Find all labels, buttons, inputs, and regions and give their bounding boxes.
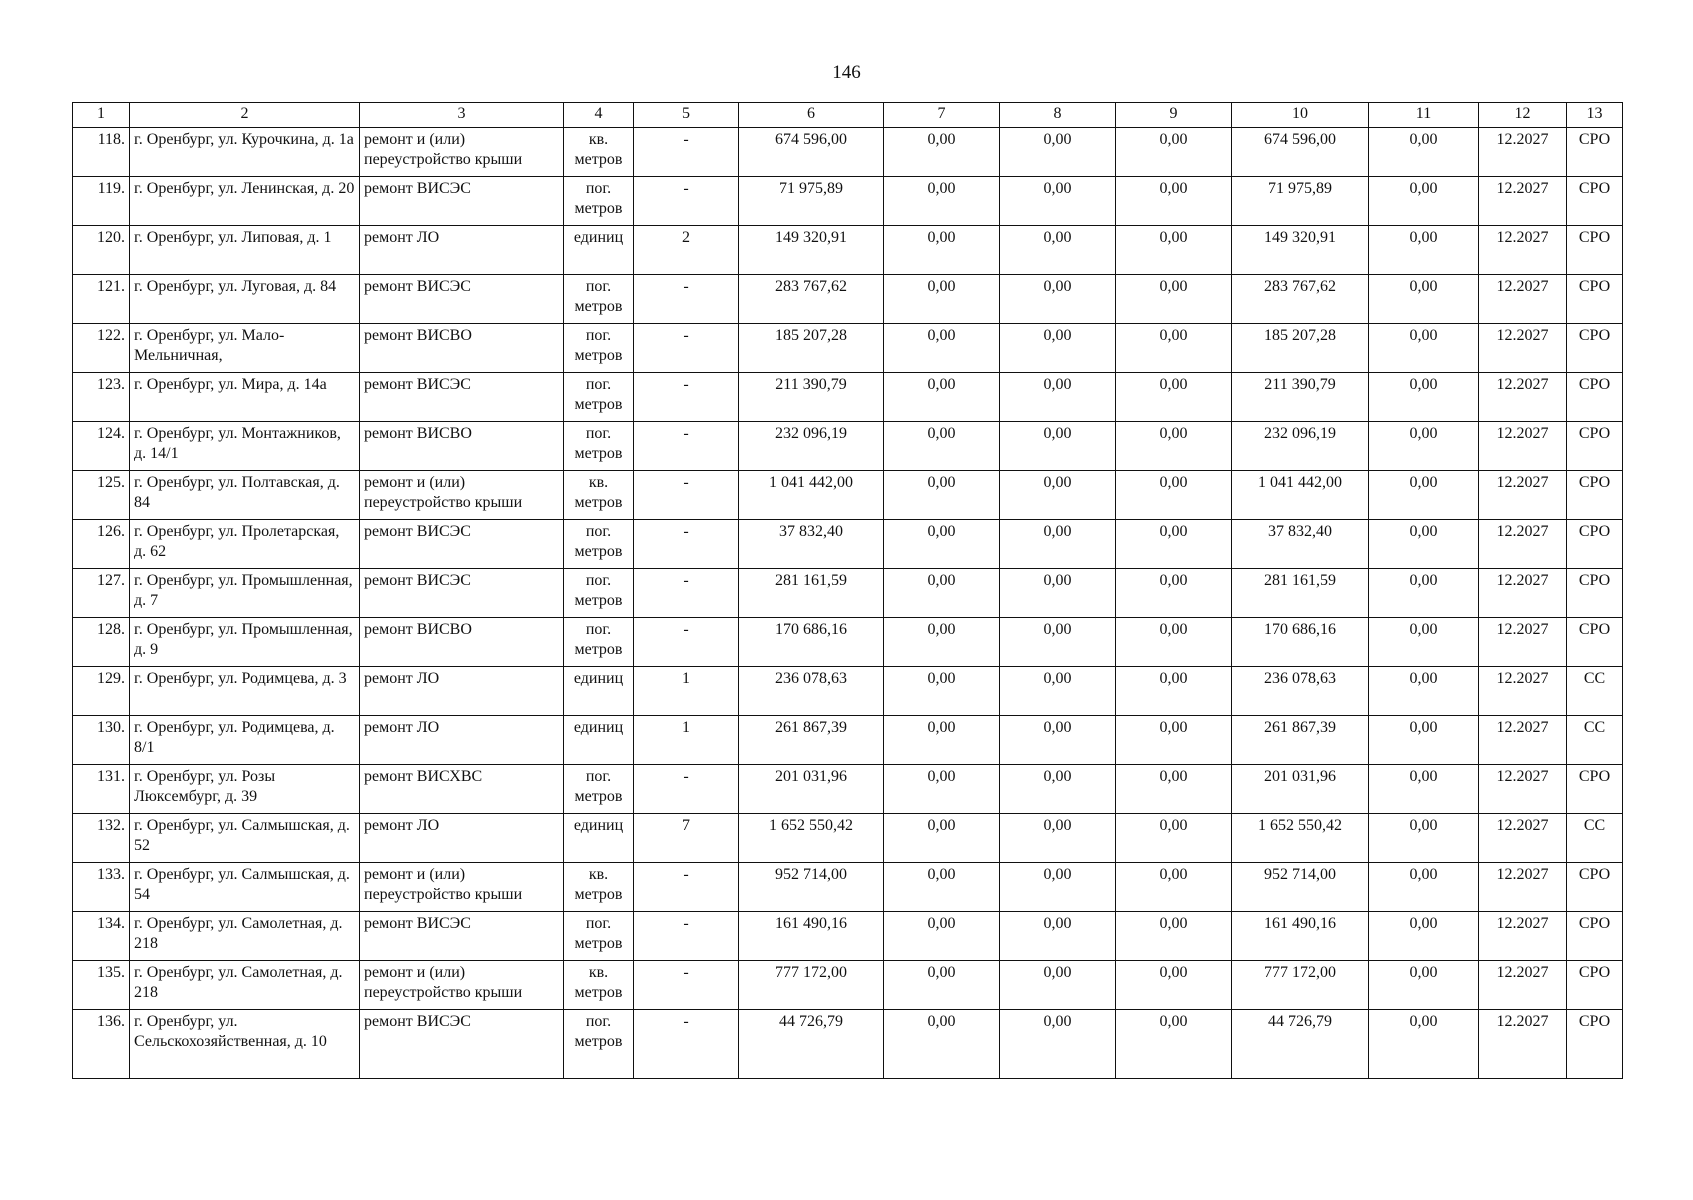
column-7-cell: 0,00 — [884, 128, 1000, 177]
address-cell: г. Оренбург, ул. Салмышская, д. 52 — [130, 814, 360, 863]
quantity-cell: - — [634, 471, 739, 520]
column-10-cell: 283 767,62 — [1232, 275, 1369, 324]
column-header-8: 8 — [1000, 103, 1116, 128]
column-9-cell: 0,00 — [1116, 177, 1232, 226]
column-10-cell: 674 596,00 — [1232, 128, 1369, 177]
completion-date-cell: 12.2027 — [1479, 275, 1567, 324]
column-7-cell: 0,00 — [884, 716, 1000, 765]
column-header-5: 5 — [634, 103, 739, 128]
row-number: 125. — [73, 471, 130, 520]
row-number: 121. — [73, 275, 130, 324]
funding-method-cell: СРО — [1567, 618, 1623, 667]
column-10-cell: 952 714,00 — [1232, 863, 1369, 912]
total-cost-cell: 185 207,28 — [739, 324, 884, 373]
work-type-cell: ремонт ВИСЭС — [360, 177, 564, 226]
column-10-cell: 201 031,96 — [1232, 765, 1369, 814]
row-number: 127. — [73, 569, 130, 618]
column-10-cell: 232 096,19 — [1232, 422, 1369, 471]
table-row — [73, 422, 1623, 471]
table-row — [73, 765, 1623, 814]
table-row — [73, 667, 1623, 716]
column-8-cell: 0,00 — [1000, 912, 1116, 961]
quantity-cell: - — [634, 1010, 739, 1079]
quantity-cell: - — [634, 177, 739, 226]
total-cost-cell: 1 041 442,00 — [739, 471, 884, 520]
row-number: 134. — [73, 912, 130, 961]
column-header-4: 4 — [564, 103, 634, 128]
column-11-cell: 0,00 — [1369, 716, 1479, 765]
column-9-cell: 0,00 — [1116, 471, 1232, 520]
column-8-cell: 0,00 — [1000, 1010, 1116, 1079]
work-type-cell: ремонт ВИСЭС — [360, 520, 564, 569]
column-7-cell: 0,00 — [884, 471, 1000, 520]
table-row — [73, 226, 1623, 275]
work-type-cell: ремонт ЛО — [360, 814, 564, 863]
row-number: 124. — [73, 422, 130, 471]
column-10-cell: 236 078,63 — [1232, 667, 1369, 716]
column-9-cell: 0,00 — [1116, 226, 1232, 275]
row-number: 120. — [73, 226, 130, 275]
unit-cell: пог. метров — [564, 1010, 634, 1079]
funding-method-cell: СРО — [1567, 520, 1623, 569]
work-type-cell: ремонт ВИСЭС — [360, 569, 564, 618]
address-cell: г. Оренбург, ул. Луговая, д. 84 — [130, 275, 360, 324]
completion-date-cell: 12.2027 — [1479, 422, 1567, 471]
completion-date-cell: 12.2027 — [1479, 324, 1567, 373]
funding-method-cell: СРО — [1567, 471, 1623, 520]
column-7-cell: 0,00 — [884, 618, 1000, 667]
quantity-cell: 7 — [634, 814, 739, 863]
work-type-cell: ремонт ВИСЭС — [360, 1010, 564, 1079]
column-11-cell: 0,00 — [1369, 912, 1479, 961]
column-11-cell: 0,00 — [1369, 422, 1479, 471]
quantity-cell: - — [634, 961, 739, 1010]
address-cell: г. Оренбург, ул. Монтажников, д. 14/1 — [130, 422, 360, 471]
completion-date-cell: 12.2027 — [1479, 1010, 1567, 1079]
column-11-cell: 0,00 — [1369, 324, 1479, 373]
funding-method-cell: СРО — [1567, 765, 1623, 814]
funding-method-cell: СРО — [1567, 961, 1623, 1010]
quantity-cell: 1 — [634, 716, 739, 765]
work-type-cell: ремонт и (или) переустройство крыши — [360, 863, 564, 912]
quantity-cell: - — [634, 275, 739, 324]
unit-cell: пог. метров — [564, 177, 634, 226]
completion-date-cell: 12.2027 — [1479, 373, 1567, 422]
column-7-cell: 0,00 — [884, 912, 1000, 961]
column-9-cell: 0,00 — [1116, 765, 1232, 814]
work-type-cell: ремонт ВИСВО — [360, 422, 564, 471]
funding-method-cell: СРО — [1567, 275, 1623, 324]
completion-date-cell: 12.2027 — [1479, 226, 1567, 275]
column-8-cell: 0,00 — [1000, 177, 1116, 226]
total-cost-cell: 777 172,00 — [739, 961, 884, 1010]
work-type-cell: ремонт ВИСЭС — [360, 912, 564, 961]
quantity-cell: - — [634, 569, 739, 618]
column-7-cell: 0,00 — [884, 177, 1000, 226]
column-8-cell: 0,00 — [1000, 618, 1116, 667]
work-type-cell: ремонт ЛО — [360, 667, 564, 716]
capital-repair-table — [72, 102, 1623, 1079]
column-10-cell: 777 172,00 — [1232, 961, 1369, 1010]
unit-cell: единиц — [564, 716, 634, 765]
funding-method-cell: СС — [1567, 716, 1623, 765]
row-number: 118. — [73, 128, 130, 177]
column-7-cell: 0,00 — [884, 863, 1000, 912]
address-cell: г. Оренбург, ул. Самолетная, д. 218 — [130, 912, 360, 961]
column-8-cell: 0,00 — [1000, 520, 1116, 569]
column-8-cell: 0,00 — [1000, 422, 1116, 471]
quantity-cell: - — [634, 765, 739, 814]
work-type-cell: ремонт и (или) переустройство крыши — [360, 961, 564, 1010]
column-7-cell: 0,00 — [884, 275, 1000, 324]
work-type-cell: ремонт и (или) переустройство крыши — [360, 471, 564, 520]
unit-cell: пог. метров — [564, 324, 634, 373]
table-body — [73, 128, 1623, 1079]
unit-cell: единиц — [564, 226, 634, 275]
column-11-cell: 0,00 — [1369, 520, 1479, 569]
column-8-cell: 0,00 — [1000, 275, 1116, 324]
table-row — [73, 324, 1623, 373]
completion-date-cell: 12.2027 — [1479, 961, 1567, 1010]
table-row — [73, 961, 1623, 1010]
column-7-cell: 0,00 — [884, 814, 1000, 863]
row-number: 123. — [73, 373, 130, 422]
quantity-cell: 1 — [634, 667, 739, 716]
completion-date-cell: 12.2027 — [1479, 128, 1567, 177]
column-header-7: 7 — [884, 103, 1000, 128]
total-cost-cell: 201 031,96 — [739, 765, 884, 814]
column-8-cell: 0,00 — [1000, 961, 1116, 1010]
table-row — [73, 177, 1623, 226]
column-9-cell: 0,00 — [1116, 1010, 1232, 1079]
quantity-cell: - — [634, 422, 739, 471]
column-7-cell: 0,00 — [884, 765, 1000, 814]
column-9-cell: 0,00 — [1116, 569, 1232, 618]
work-type-cell: ремонт ВИСХВС — [360, 765, 564, 814]
column-8-cell: 0,00 — [1000, 226, 1116, 275]
column-9-cell: 0,00 — [1116, 422, 1232, 471]
unit-cell: кв. метров — [564, 863, 634, 912]
column-11-cell: 0,00 — [1369, 177, 1479, 226]
column-header-13: 13 — [1567, 103, 1623, 128]
unit-cell: пог. метров — [564, 569, 634, 618]
work-type-cell: ремонт и (или) переустройство крыши — [360, 128, 564, 177]
column-10-cell: 185 207,28 — [1232, 324, 1369, 373]
column-9-cell: 0,00 — [1116, 716, 1232, 765]
address-cell: г. Оренбург, ул. Липовая, д. 1 — [130, 226, 360, 275]
unit-cell: пог. метров — [564, 618, 634, 667]
table-row — [73, 1010, 1623, 1079]
column-11-cell: 0,00 — [1369, 471, 1479, 520]
column-8-cell: 0,00 — [1000, 814, 1116, 863]
column-10-cell: 1 652 550,42 — [1232, 814, 1369, 863]
unit-cell: кв. метров — [564, 471, 634, 520]
row-number: 133. — [73, 863, 130, 912]
column-11-cell: 0,00 — [1369, 569, 1479, 618]
column-9-cell: 0,00 — [1116, 324, 1232, 373]
column-11-cell: 0,00 — [1369, 373, 1479, 422]
column-10-cell: 149 320,91 — [1232, 226, 1369, 275]
unit-cell: пог. метров — [564, 422, 634, 471]
column-11-cell: 0,00 — [1369, 275, 1479, 324]
row-number: 126. — [73, 520, 130, 569]
address-cell: г. Оренбург, ул. Родимцева, д. 8/1 — [130, 716, 360, 765]
funding-method-cell: СРО — [1567, 177, 1623, 226]
unit-cell: пог. метров — [564, 520, 634, 569]
table-row — [73, 275, 1623, 324]
row-number: 136. — [73, 1010, 130, 1079]
table-row — [73, 912, 1623, 961]
table-row — [73, 520, 1623, 569]
column-number-header-row — [73, 103, 1623, 128]
column-11-cell: 0,00 — [1369, 128, 1479, 177]
column-header-11: 11 — [1369, 103, 1479, 128]
address-cell: г. Оренбург, ул. Пролетарская, д. 62 — [130, 520, 360, 569]
row-number: 135. — [73, 961, 130, 1010]
column-11-cell: 0,00 — [1369, 961, 1479, 1010]
column-9-cell: 0,00 — [1116, 667, 1232, 716]
completion-date-cell: 12.2027 — [1479, 177, 1567, 226]
column-8-cell: 0,00 — [1000, 765, 1116, 814]
column-10-cell: 1 041 442,00 — [1232, 471, 1369, 520]
funding-method-cell: СРО — [1567, 569, 1623, 618]
column-7-cell: 0,00 — [884, 520, 1000, 569]
column-11-cell: 0,00 — [1369, 863, 1479, 912]
column-8-cell: 0,00 — [1000, 863, 1116, 912]
column-header-10: 10 — [1232, 103, 1369, 128]
funding-method-cell: СРО — [1567, 912, 1623, 961]
quantity-cell: - — [634, 863, 739, 912]
total-cost-cell: 37 832,40 — [739, 520, 884, 569]
table-row — [73, 373, 1623, 422]
column-9-cell: 0,00 — [1116, 520, 1232, 569]
column-header-12: 12 — [1479, 103, 1567, 128]
column-7-cell: 0,00 — [884, 1010, 1000, 1079]
total-cost-cell: 161 490,16 — [739, 912, 884, 961]
completion-date-cell: 12.2027 — [1479, 863, 1567, 912]
quantity-cell: - — [634, 373, 739, 422]
unit-cell: пог. метров — [564, 765, 634, 814]
column-10-cell: 211 390,79 — [1232, 373, 1369, 422]
total-cost-cell: 674 596,00 — [739, 128, 884, 177]
address-cell: г. Оренбург, ул. Промышленная, д. 9 — [130, 618, 360, 667]
work-type-cell: ремонт ЛО — [360, 716, 564, 765]
funding-method-cell: СРО — [1567, 422, 1623, 471]
unit-cell: пог. метров — [564, 275, 634, 324]
address-cell: г. Оренбург, ул. Сельскохозяйственная, д. 10 — [130, 1010, 360, 1079]
column-9-cell: 0,00 — [1116, 814, 1232, 863]
column-10-cell: 37 832,40 — [1232, 520, 1369, 569]
total-cost-cell: 71 975,89 — [739, 177, 884, 226]
column-10-cell: 161 490,16 — [1232, 912, 1369, 961]
unit-cell: кв. метров — [564, 128, 634, 177]
completion-date-cell: 12.2027 — [1479, 667, 1567, 716]
completion-date-cell: 12.2027 — [1479, 814, 1567, 863]
completion-date-cell: 12.2027 — [1479, 520, 1567, 569]
funding-method-cell: СРО — [1567, 863, 1623, 912]
address-cell: г. Оренбург, ул. Полтавская, д. 84 — [130, 471, 360, 520]
address-cell: г. Оренбург, ул. Салмышская, д. 54 — [130, 863, 360, 912]
completion-date-cell: 12.2027 — [1479, 716, 1567, 765]
table-row — [73, 716, 1623, 765]
column-header-1: 1 — [73, 103, 130, 128]
unit-cell: единиц — [564, 814, 634, 863]
column-9-cell: 0,00 — [1116, 912, 1232, 961]
funding-method-cell: СС — [1567, 814, 1623, 863]
column-10-cell: 170 686,16 — [1232, 618, 1369, 667]
column-7-cell: 0,00 — [884, 667, 1000, 716]
total-cost-cell: 261 867,39 — [739, 716, 884, 765]
row-number: 132. — [73, 814, 130, 863]
column-7-cell: 0,00 — [884, 373, 1000, 422]
column-11-cell: 0,00 — [1369, 814, 1479, 863]
row-number: 131. — [73, 765, 130, 814]
column-8-cell: 0,00 — [1000, 373, 1116, 422]
column-7-cell: 0,00 — [884, 324, 1000, 373]
column-header-2: 2 — [130, 103, 360, 128]
quantity-cell: - — [634, 324, 739, 373]
column-7-cell: 0,00 — [884, 961, 1000, 1010]
table-row — [73, 471, 1623, 520]
table-row — [73, 569, 1623, 618]
unit-cell: пог. метров — [564, 373, 634, 422]
column-10-cell: 261 867,39 — [1232, 716, 1369, 765]
column-10-cell: 71 975,89 — [1232, 177, 1369, 226]
total-cost-cell: 283 767,62 — [739, 275, 884, 324]
quantity-cell: - — [634, 128, 739, 177]
total-cost-cell: 952 714,00 — [739, 863, 884, 912]
column-11-cell: 0,00 — [1369, 1010, 1479, 1079]
work-type-cell: ремонт ВИСВО — [360, 324, 564, 373]
work-type-cell: ремонт ВИСВО — [360, 618, 564, 667]
address-cell: г. Оренбург, ул. Мало-Мельничная, — [130, 324, 360, 373]
total-cost-cell: 44 726,79 — [739, 1010, 884, 1079]
column-8-cell: 0,00 — [1000, 471, 1116, 520]
column-8-cell: 0,00 — [1000, 324, 1116, 373]
total-cost-cell: 236 078,63 — [739, 667, 884, 716]
funding-method-cell: СРО — [1567, 1010, 1623, 1079]
column-9-cell: 0,00 — [1116, 128, 1232, 177]
column-8-cell: 0,00 — [1000, 716, 1116, 765]
column-header-6: 6 — [739, 103, 884, 128]
column-11-cell: 0,00 — [1369, 765, 1479, 814]
column-10-cell: 44 726,79 — [1232, 1010, 1369, 1079]
row-number: 130. — [73, 716, 130, 765]
column-11-cell: 0,00 — [1369, 226, 1479, 275]
row-number: 129. — [73, 667, 130, 716]
unit-cell: пог. метров — [564, 912, 634, 961]
column-8-cell: 0,00 — [1000, 128, 1116, 177]
completion-date-cell: 12.2027 — [1479, 912, 1567, 961]
quantity-cell: - — [634, 618, 739, 667]
address-cell: г. Оренбург, ул. Родимцева, д. 3 — [130, 667, 360, 716]
column-7-cell: 0,00 — [884, 226, 1000, 275]
row-number: 122. — [73, 324, 130, 373]
column-9-cell: 0,00 — [1116, 961, 1232, 1010]
address-cell: г. Оренбург, ул. Розы Люксембург, д. 39 — [130, 765, 360, 814]
total-cost-cell: 170 686,16 — [739, 618, 884, 667]
row-number: 119. — [73, 177, 130, 226]
column-7-cell: 0,00 — [884, 422, 1000, 471]
work-type-cell: ремонт ВИСЭС — [360, 275, 564, 324]
table-row — [73, 863, 1623, 912]
table-row — [73, 128, 1623, 177]
column-header-9: 9 — [1116, 103, 1232, 128]
total-cost-cell: 281 161,59 — [739, 569, 884, 618]
column-9-cell: 0,00 — [1116, 863, 1232, 912]
column-8-cell: 0,00 — [1000, 569, 1116, 618]
page-number: 146 — [832, 62, 861, 83]
column-9-cell: 0,00 — [1116, 275, 1232, 324]
work-type-cell: ремонт ВИСЭС — [360, 373, 564, 422]
quantity-cell: - — [634, 912, 739, 961]
unit-cell: единиц — [564, 667, 634, 716]
address-cell: г. Оренбург, ул. Курочкина, д. 1а — [130, 128, 360, 177]
column-9-cell: 0,00 — [1116, 373, 1232, 422]
completion-date-cell: 12.2027 — [1479, 471, 1567, 520]
completion-date-cell: 12.2027 — [1479, 618, 1567, 667]
column-7-cell: 0,00 — [884, 569, 1000, 618]
address-cell: г. Оренбург, ул. Самолетная, д. 218 — [130, 961, 360, 1010]
total-cost-cell: 211 390,79 — [739, 373, 884, 422]
address-cell: г. Оренбург, ул. Промышленная, д. 7 — [130, 569, 360, 618]
completion-date-cell: 12.2027 — [1479, 569, 1567, 618]
address-cell: г. Оренбург, ул. Ленинская, д. 20 — [130, 177, 360, 226]
work-type-cell: ремонт ЛО — [360, 226, 564, 275]
funding-method-cell: СРО — [1567, 373, 1623, 422]
column-10-cell: 281 161,59 — [1232, 569, 1369, 618]
funding-method-cell: СС — [1567, 667, 1623, 716]
column-8-cell: 0,00 — [1000, 667, 1116, 716]
completion-date-cell: 12.2027 — [1479, 765, 1567, 814]
column-header-3: 3 — [360, 103, 564, 128]
row-number: 128. — [73, 618, 130, 667]
total-cost-cell: 149 320,91 — [739, 226, 884, 275]
funding-method-cell: СРО — [1567, 324, 1623, 373]
total-cost-cell: 1 652 550,42 — [739, 814, 884, 863]
column-11-cell: 0,00 — [1369, 618, 1479, 667]
column-9-cell: 0,00 — [1116, 618, 1232, 667]
funding-method-cell: СРО — [1567, 128, 1623, 177]
funding-method-cell: СРО — [1567, 226, 1623, 275]
address-cell: г. Оренбург, ул. Мира, д. 14а — [130, 373, 360, 422]
total-cost-cell: 232 096,19 — [739, 422, 884, 471]
unit-cell: кв. метров — [564, 961, 634, 1010]
table-row — [73, 618, 1623, 667]
column-11-cell: 0,00 — [1369, 667, 1479, 716]
quantity-cell: - — [634, 520, 739, 569]
quantity-cell: 2 — [634, 226, 739, 275]
table-row — [73, 814, 1623, 863]
